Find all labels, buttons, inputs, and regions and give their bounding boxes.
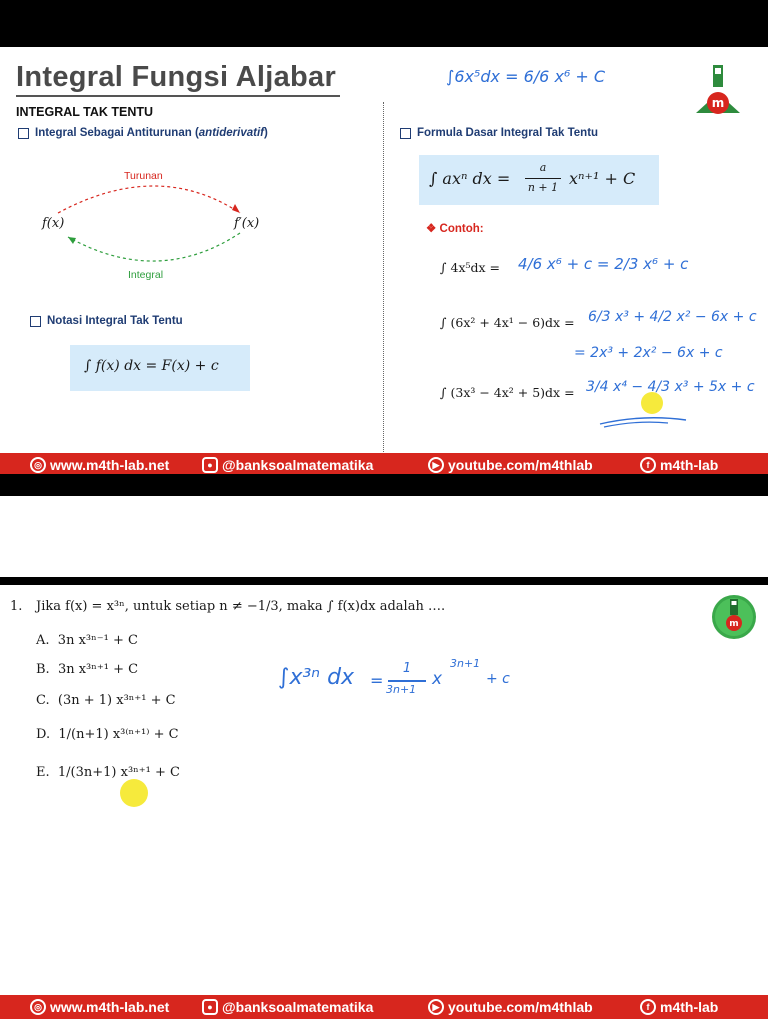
section-close: ) (263, 127, 268, 139)
footer-website[interactable] (30, 995, 169, 1019)
question-text: Jika f(x) = x³ⁿ, untuk setiap n ≠ −1/3, maka ∫ f(x)dx adalah …. (36, 599, 446, 614)
fpx-label: f′(x) (234, 216, 260, 231)
slide-1 (0, 47, 768, 474)
column-divider (383, 102, 384, 452)
example-2-solution-line2: = 2x³ + 2x² − 6x + c (574, 345, 723, 361)
youtube-icon: ▶ (428, 999, 444, 1015)
option-b[interactable] (36, 662, 138, 677)
page-title: Integral Fungsi Aljabar (16, 61, 337, 93)
m4th-lab-logo (692, 65, 744, 117)
turunan-label: Turunan (124, 170, 163, 182)
fraction-bar (525, 178, 561, 179)
option-letter: B. (36, 662, 50, 677)
instagram-icon: ● (202, 457, 218, 473)
footer-youtube[interactable] (428, 995, 593, 1019)
option-text: 1/(3n+1) x³ⁿ⁺¹ + C (57, 765, 180, 780)
option-c[interactable] (36, 693, 176, 708)
footer-bar (0, 453, 768, 474)
website-icon: ◎ (30, 457, 46, 473)
option-letter: E. (36, 765, 50, 780)
handwritten-header: ∫6x⁵dx = 6/6 x⁶ + C (446, 67, 606, 86)
checkbox-icon (400, 128, 411, 139)
formula-lhs: ∫ axⁿ dx = (429, 169, 511, 188)
middle-letterbox-2 (0, 577, 768, 585)
footer-website-text: www.m4th-lab.net (50, 999, 170, 1015)
footer-instagram[interactable] (202, 995, 373, 1019)
facebook-icon: f (640, 457, 656, 473)
formula-box (419, 155, 659, 205)
svg-text:m: m (729, 619, 739, 629)
option-text: 1/(n+1) x³⁽ⁿ⁺¹⁾ + C (58, 727, 179, 742)
slide-2 (0, 585, 768, 1024)
fx-label: f(x) (42, 216, 65, 231)
hand-lhs: ∫x³ⁿ dx (278, 665, 355, 690)
hand-denominator: 3n+1 (386, 683, 417, 696)
footer-bar (0, 995, 768, 1019)
option-letter: D. (36, 727, 51, 742)
option-letter: C. (36, 693, 50, 708)
option-text: (3n + 1) x³ⁿ⁺¹ + C (57, 693, 176, 708)
cursor-highlight (120, 779, 148, 807)
formula-denominator: n + 1 (527, 181, 559, 194)
top-letterbox (0, 0, 768, 47)
option-e[interactable] (36, 765, 180, 780)
title-underline (16, 95, 340, 97)
example-2: ∫ (6x² + 4x¹ − 6)dx = (440, 315, 575, 330)
section-formula (400, 127, 598, 139)
footer-youtube-text: youtube.com/m4thlab (448, 999, 593, 1015)
hand-fraction-bar (388, 680, 426, 682)
option-text: 3n x³ⁿ⁺¹ + C (57, 662, 139, 677)
footer-facebook-text: m4th-lab (660, 457, 719, 473)
formula-numerator: a (539, 161, 547, 174)
footer-youtube[interactable] (428, 453, 593, 474)
m4th-lab-logo (710, 593, 758, 641)
hand-exponent: 3n+1 (450, 657, 481, 670)
example-3-solution: 3/4 x⁴ − 4/3 x³ + 5x + c (586, 379, 755, 395)
question-number: 1. (10, 599, 23, 614)
footer-facebook[interactable] (640, 995, 718, 1019)
notation-formula: ∫ f(x) dx = F(x) + c (84, 358, 219, 374)
contoh-label: ❖ Contoh: (426, 223, 484, 235)
footer-website[interactable] (30, 453, 169, 474)
footer-facebook[interactable] (640, 453, 718, 474)
example-3: ∫ (3x³ − 4x² + 5)dx = (440, 385, 575, 400)
option-text: 3n x³ⁿ⁻¹ + C (57, 633, 138, 648)
section-label: Integral Sebagai Antiturunan ( (35, 127, 199, 139)
footer-instagram[interactable] (202, 453, 373, 474)
example-1: ∫ 4x⁵dx = (440, 260, 500, 275)
section-label: Notasi Integral Tak Tentu (47, 315, 183, 327)
section-label: Formula Dasar Integral Tak Tentu (417, 127, 599, 139)
footer-facebook-text: m4th-lab (660, 999, 719, 1015)
youtube-icon: ▶ (428, 457, 444, 473)
hand-constant: + c (486, 671, 510, 687)
option-letter: A. (36, 633, 50, 648)
checkbox-icon (18, 128, 29, 139)
footer-website-text: www.m4th-lab.net (50, 457, 170, 473)
footer-instagram-text: @banksoalmatematika (222, 457, 374, 473)
section-antiturunan (18, 127, 268, 139)
middle-letterbox (0, 474, 768, 496)
checkbox-icon (30, 316, 41, 327)
hand-x: x (432, 669, 443, 689)
footer-youtube-text: youtube.com/m4thlab (448, 457, 593, 473)
option-a[interactable] (36, 633, 138, 648)
cursor-highlight (641, 392, 663, 414)
option-d[interactable] (36, 727, 179, 742)
facebook-icon: f (640, 999, 656, 1015)
formula-rhs: xⁿ⁺¹ + C (569, 169, 636, 188)
handwritten-underline (598, 413, 688, 427)
contoh-text: Contoh: (439, 223, 484, 235)
example-2-solution: 6/3 x³ + 4/2 x² − 6x + c (588, 309, 757, 325)
instagram-icon: ● (202, 999, 218, 1015)
section-italic: antiderivatif (198, 127, 264, 139)
hand-numerator: 1 (402, 661, 412, 676)
subtitle: INTEGRAL TAK TENTU (16, 105, 154, 119)
svg-text:m: m (711, 96, 725, 110)
hand-equals: = (370, 671, 384, 690)
website-icon: ◎ (30, 999, 46, 1015)
integral-label: Integral (128, 269, 164, 281)
section-notasi (30, 315, 183, 327)
footer-instagram-text: @banksoalmatematika (222, 999, 374, 1015)
notation-box (70, 345, 250, 391)
example-1-solution: 4/6 x⁶ + c = 2/3 x⁶ + c (518, 255, 689, 273)
